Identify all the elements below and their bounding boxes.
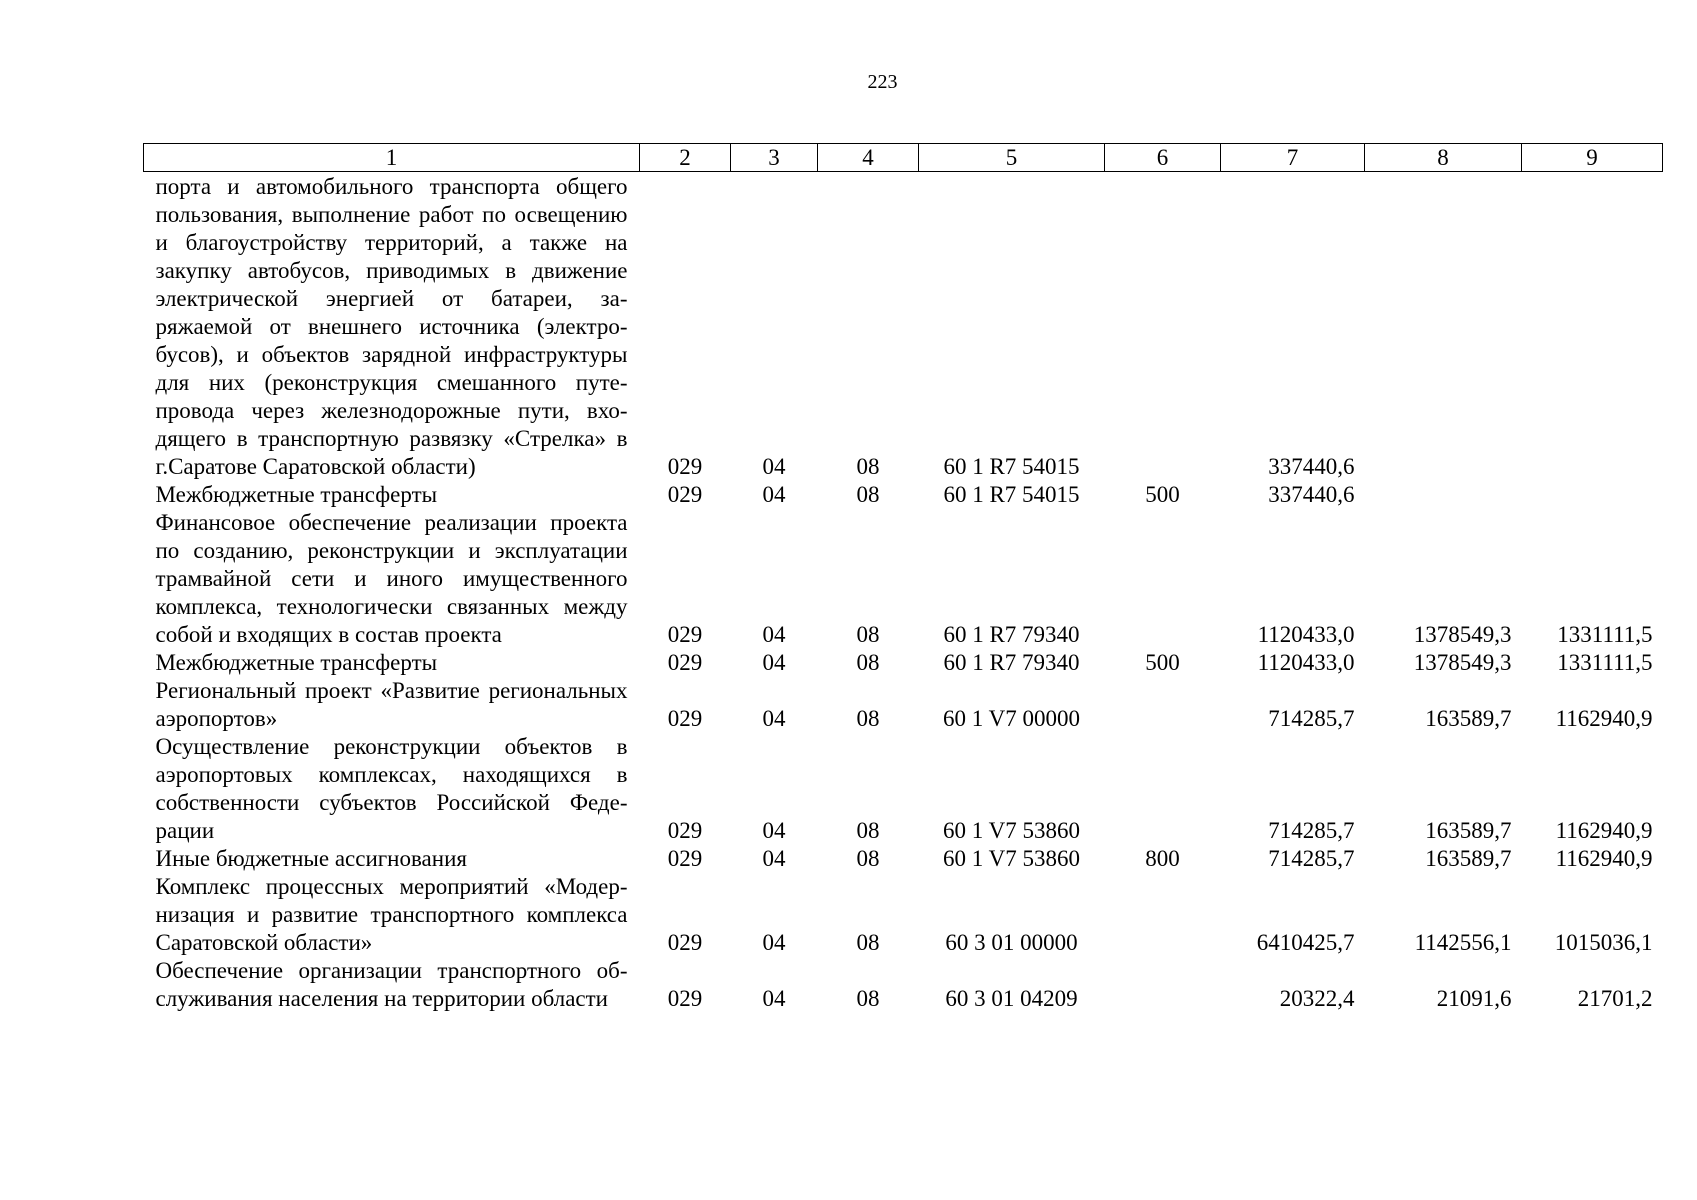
column-header-4: 4	[818, 144, 919, 172]
row-name: Комплекс процессных мероприятий «Модернизация и развитие транспортного комплекса Саратовской области»	[155, 874, 628, 955]
row-amount-year-3: 1162940,9	[1555, 706, 1653, 731]
row-target-article: 60 1 R7 79340	[943, 622, 1080, 647]
row-ministry-code: 029	[667, 622, 703, 647]
row-subsection-code: 08	[856, 930, 880, 955]
column-number-header	[144, 144, 1663, 172]
row-ministry-code: 029	[667, 454, 703, 479]
row-subsection-code: 08	[856, 846, 880, 871]
row-amount-year-1: 6410425,7	[1256, 930, 1355, 955]
row-name: Межбюджетные трансферты	[155, 650, 438, 675]
row-name: Межбюджетные трансферты	[155, 482, 438, 507]
row-amount-year-2: 163589,7	[1425, 846, 1512, 871]
table-row	[144, 677, 1663, 733]
table-row	[144, 509, 1663, 649]
row-subsection-code: 08	[856, 482, 880, 507]
row-subsection-code: 08	[856, 986, 880, 1011]
row-ministry-code: 029	[667, 650, 703, 675]
row-section-code: 04	[762, 846, 786, 871]
column-header-7: 7	[1221, 144, 1365, 172]
row-expense-type: 800	[1145, 846, 1180, 871]
table-row	[144, 172, 1663, 482]
row-target-article: 60 1 R7 54015	[943, 454, 1080, 479]
row-section-code: 04	[762, 650, 786, 675]
table-row	[144, 481, 1663, 509]
row-target-article: 60 1 V7 53860	[943, 846, 1080, 871]
row-section-code: 04	[762, 986, 786, 1011]
row-name: Осуществление реконструкции объектов в аэропортовых комплексах, находящихся в собственности субъектов Российской Федерации	[155, 734, 628, 843]
column-header-2: 2	[640, 144, 731, 172]
row-amount-year-3: 1015036,1	[1554, 930, 1653, 955]
row-target-article: 60 3 01 00000	[945, 930, 1078, 955]
row-name: порта и автомобильного транспорта общего пользования, выполнение работ по освещению и благоустройству территорий, а также на закупку автобусов, приводимых в движение электрической энергией от батареи, заряжаемой от внешнего источника (электробусов), и объектов зарядной инфраструктуры для них (реконструкция смешанного путепровода через железнодорожные пути, входящего в транспортную развязку «Стрелка» в г.Саратове Саратовской области)	[155, 174, 628, 479]
row-expense-type	[1105, 733, 1221, 845]
row-ministry-code: 029	[667, 482, 703, 507]
table-row	[144, 873, 1663, 957]
row-ministry-code: 029	[667, 818, 703, 843]
row-ministry-code: 029	[667, 986, 703, 1011]
row-expense-type	[1105, 509, 1221, 649]
row-amount-year-1: 1120433,0	[1257, 622, 1355, 647]
row-target-article: 60 1 V7 53860	[943, 818, 1080, 843]
page-number: 223	[867, 71, 898, 93]
row-amount-year-2: 1378549,3	[1413, 622, 1512, 647]
column-header-1: 1	[144, 144, 640, 172]
row-amount-year-1: 337440,6	[1268, 454, 1355, 479]
row-target-article: 60 3 01 04209	[945, 986, 1078, 1011]
row-expense-type	[1105, 172, 1221, 482]
row-amount-year-2: 163589,7	[1425, 818, 1512, 843]
table-row	[144, 845, 1663, 873]
column-header-8: 8	[1365, 144, 1522, 172]
column-header-5: 5	[919, 144, 1105, 172]
row-amount-year-2: 21091,6	[1436, 986, 1512, 1011]
row-ministry-code: 029	[667, 706, 703, 731]
row-amount-year-2: 1142556,1	[1414, 930, 1512, 955]
row-ministry-code: 029	[667, 930, 703, 955]
row-amount-year-2: 163589,7	[1425, 706, 1512, 731]
row-subsection-code: 08	[856, 454, 880, 479]
row-name: Обеспечение организации транспортного обслуживания населения на территории области	[155, 958, 628, 1011]
row-amount-year-1: 337440,6	[1268, 482, 1355, 507]
table-row	[144, 733, 1663, 845]
row-section-code: 04	[762, 454, 786, 479]
budget-table	[143, 143, 1663, 1013]
row-amount-year-3	[1522, 172, 1663, 482]
row-target-article: 60 1 R7 79340	[943, 650, 1080, 675]
row-amount-year-3: 1162940,9	[1555, 818, 1653, 843]
row-section-code: 04	[762, 706, 786, 731]
row-name: Финансовое обеспечение реализации проекта по созданию, реконструкции и эксплуатации трамвайной сети и иного имущественного комплекса, технологически связанных между собой и входящих в состав проекта	[155, 510, 628, 647]
row-amount-year-1: 714285,7	[1268, 846, 1355, 871]
row-section-code: 04	[762, 622, 786, 647]
row-subsection-code: 08	[856, 818, 880, 843]
table-row	[144, 649, 1663, 677]
row-amount-year-1: 1120433,0	[1257, 650, 1355, 675]
row-expense-type: 500	[1145, 482, 1180, 507]
row-amount-year-3: 1331111,5	[1557, 622, 1653, 647]
row-ministry-code: 029	[667, 846, 703, 871]
row-amount-year-3: 21701,2	[1577, 986, 1653, 1011]
row-amount-year-2	[1365, 172, 1522, 482]
row-name: Региональный проект «Развитие региональных аэропортов»	[155, 678, 628, 731]
column-header-9: 9	[1522, 144, 1663, 172]
row-amount-year-3: 1162940,9	[1555, 846, 1653, 871]
row-expense-type: 500	[1145, 650, 1180, 675]
row-amount-year-1: 714285,7	[1268, 818, 1355, 843]
row-amount-year-2	[1365, 481, 1522, 509]
row-amount-year-1: 20322,4	[1279, 986, 1355, 1011]
column-header-6: 6	[1105, 144, 1221, 172]
row-expense-type	[1105, 957, 1221, 1013]
row-subsection-code: 08	[856, 706, 880, 731]
row-amount-year-3	[1522, 481, 1663, 509]
row-target-article: 60 1 V7 00000	[943, 706, 1080, 731]
row-expense-type	[1105, 873, 1221, 957]
row-amount-year-1: 714285,7	[1268, 706, 1355, 731]
row-expense-type	[1105, 677, 1221, 733]
row-amount-year-3: 1331111,5	[1557, 650, 1653, 675]
row-subsection-code: 08	[856, 622, 880, 647]
row-section-code: 04	[762, 930, 786, 955]
row-section-code: 04	[762, 818, 786, 843]
row-name: Иные бюджетные ассигнования	[155, 846, 467, 871]
row-amount-year-2: 1378549,3	[1413, 650, 1512, 675]
row-target-article: 60 1 R7 54015	[943, 482, 1080, 507]
row-section-code: 04	[762, 482, 786, 507]
row-subsection-code: 08	[856, 650, 880, 675]
column-header-3: 3	[731, 144, 818, 172]
table-row	[144, 957, 1663, 1013]
